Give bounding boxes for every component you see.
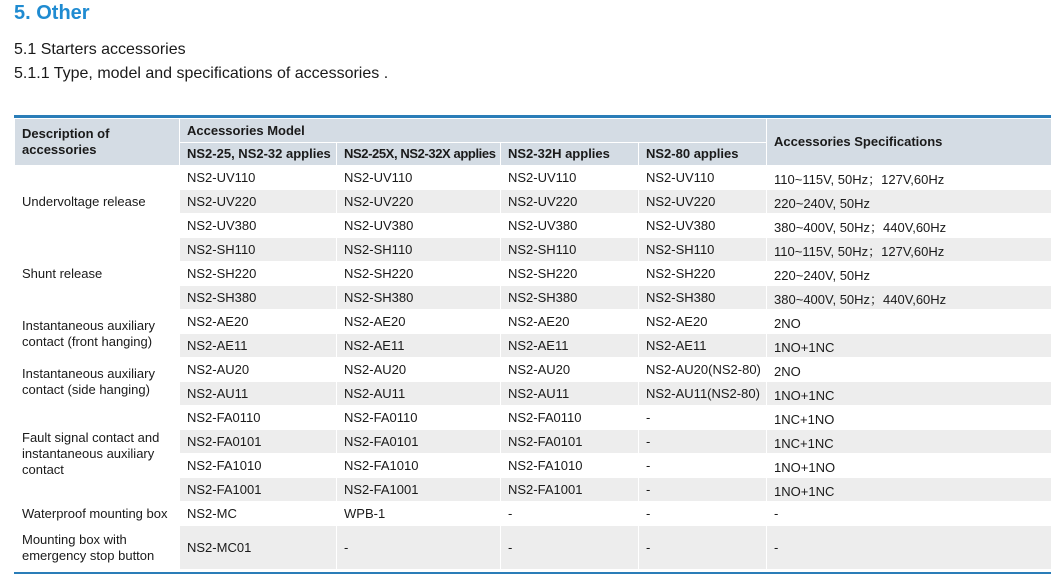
table-cell: NS2-SH220: [337, 262, 501, 286]
row-description: Instantaneous auxiliary contact (side hanging): [15, 358, 180, 406]
table-cell-spec: 2NO: [767, 310, 1052, 334]
table-cell: NS2-FA1001: [337, 478, 501, 502]
table-cell: NS2-UV110: [639, 166, 767, 190]
table-cell: NS2-FA0101: [180, 430, 337, 454]
table-cell: NS2-UV110: [337, 166, 501, 190]
table-row: [15, 502, 1052, 526]
accessories-table: [14, 118, 1052, 570]
row-description: Fault signal contact and instantaneous auxiliary contact: [15, 406, 180, 502]
table-cell-spec: 380~400V, 50Hz；440V,60Hz: [767, 286, 1052, 310]
table-cell: -: [501, 526, 639, 570]
table-cell: -: [639, 526, 767, 570]
table-cell: NS2-UV110: [180, 166, 337, 190]
table-cell-spec: 110~115V, 50Hz；127V,60Hz: [767, 238, 1052, 262]
table-cell: NS2-AU11: [337, 382, 501, 406]
row-description: Waterproof mounting box: [15, 502, 180, 526]
table-cell: NS2-SH380: [180, 286, 337, 310]
table-cell-spec: 1NO+1NO: [767, 454, 1052, 478]
table-cell-spec: 1NO+1NC: [767, 334, 1052, 358]
table-cell: NS2-MC01: [180, 526, 337, 570]
table-cell: NS2-FA0110: [501, 406, 639, 430]
table-cell: NS2-UV220: [501, 190, 639, 214]
table-cell: NS2-FA0101: [501, 430, 639, 454]
table-cell: NS2-AU20(NS2-80): [639, 358, 767, 382]
table-cell-spec: -: [767, 526, 1052, 570]
table-cell: NS2-SH110: [501, 238, 639, 262]
table-cell: -: [337, 526, 501, 570]
table-cell: NS2-AE11: [337, 334, 501, 358]
subsubsection-title: 5.1.1 Type, model and specifications of accessories .: [14, 65, 389, 82]
table-cell-spec: -: [767, 502, 1052, 526]
table-cell: NS2-AE20: [337, 310, 501, 334]
table-bottom-rule: [14, 572, 1051, 574]
table-cell: NS2-AU11: [501, 382, 639, 406]
table-cell: NS2-MC: [180, 502, 337, 526]
row-description: Mounting box with emergency stop button: [15, 526, 180, 570]
table-cell: NS2-FA0101: [337, 430, 501, 454]
table-cell: NS2-SH220: [501, 262, 639, 286]
table-cell: NS2-SH110: [337, 238, 501, 262]
subsection-title: 5.1 Starters accessories: [14, 41, 186, 58]
table-cell: NS2-UV380: [501, 214, 639, 238]
table-cell: NS2-SH380: [501, 286, 639, 310]
table-row: [15, 358, 1052, 382]
table-cell-spec: 1NO+1NC: [767, 382, 1052, 406]
table-cell: NS2-FA1001: [501, 478, 639, 502]
table-cell: NS2-SH110: [180, 238, 337, 262]
accessories-table-container: [14, 115, 1051, 574]
row-description: Undervoltage release: [15, 166, 180, 238]
table-cell: NS2-FA0110: [180, 406, 337, 430]
table-cell: NS2-AE11: [180, 334, 337, 358]
table-cell: NS2-AE20: [180, 310, 337, 334]
table-cell: NS2-UV220: [639, 190, 767, 214]
table-cell: NS2-AE20: [501, 310, 639, 334]
table-cell: NS2-UV220: [337, 190, 501, 214]
table-row: [15, 310, 1052, 334]
table-cell: NS2-UV380: [337, 214, 501, 238]
header-accessories-model: Accessories Model: [180, 119, 767, 143]
table-row: [15, 526, 1052, 570]
row-description: Instantaneous auxiliary contact (front hanging): [15, 310, 180, 358]
table-cell: NS2-UV110: [501, 166, 639, 190]
table-cell: -: [501, 502, 639, 526]
header-model-ns2-25-32: NS2-25, NS2-32 applies: [180, 143, 337, 166]
table-cell-spec: 380~400V, 50Hz；440V,60Hz: [767, 214, 1052, 238]
header-accessories-specifications: Accessories Specifications: [767, 119, 1052, 166]
header-model-ns2-32h: NS2-32H applies: [501, 143, 639, 166]
table-cell: NS2-UV380: [180, 214, 337, 238]
table-row: [15, 406, 1052, 430]
table-cell: NS2-SH380: [337, 286, 501, 310]
table-cell: -: [639, 430, 767, 454]
table-cell: WPB-1: [337, 502, 501, 526]
table-cell: NS2-SH220: [180, 262, 337, 286]
table-cell-spec: 1NC+1NC: [767, 430, 1052, 454]
table-cell: NS2-AE11: [501, 334, 639, 358]
table-cell: NS2-AE20: [639, 310, 767, 334]
table-cell: NS2-AU20: [501, 358, 639, 382]
table-cell: NS2-FA0110: [337, 406, 501, 430]
table-cell-spec: 110~115V, 50Hz；127V,60Hz: [767, 166, 1052, 190]
table-cell-spec: 220~240V, 50Hz: [767, 262, 1052, 286]
table-cell-spec: 220~240V, 50Hz: [767, 190, 1052, 214]
table-cell: NS2-AU20: [337, 358, 501, 382]
table-cell: NS2-FA1010: [180, 454, 337, 478]
table-cell: -: [639, 454, 767, 478]
table-cell-spec: 2NO: [767, 358, 1052, 382]
table-cell: NS2-FA1010: [337, 454, 501, 478]
table-cell: NS2-AU11(NS2-80): [639, 382, 767, 406]
table-cell: NS2-FA1010: [501, 454, 639, 478]
table-cell: NS2-AE11: [639, 334, 767, 358]
table-cell: -: [639, 502, 767, 526]
table-cell: NS2-AU11: [180, 382, 337, 406]
table-cell-spec: 1NO+1NC: [767, 478, 1052, 502]
table-cell-spec: 1NC+1NO: [767, 406, 1052, 430]
table-cell: -: [639, 478, 767, 502]
table-cell: NS2-UV220: [180, 190, 337, 214]
row-description: Shunt release: [15, 238, 180, 310]
table-cell: NS2-UV380: [639, 214, 767, 238]
header-description: Description of accessories: [15, 119, 180, 166]
table-row: [15, 238, 1052, 262]
table-cell: NS2-SH220: [639, 262, 767, 286]
table-cell: NS2-AU20: [180, 358, 337, 382]
section-title: 5. Other: [14, 2, 90, 24]
table-cell: NS2-SH380: [639, 286, 767, 310]
table-row: [15, 166, 1052, 190]
header-model-ns2-80: NS2-80 applies: [639, 143, 767, 166]
header-model-ns2-25x-32x: NS2-25X, NS2-32X applies: [337, 143, 501, 166]
table-cell: NS2-SH110: [639, 238, 767, 262]
table-cell: NS2-FA1001: [180, 478, 337, 502]
table-cell: -: [639, 406, 767, 430]
